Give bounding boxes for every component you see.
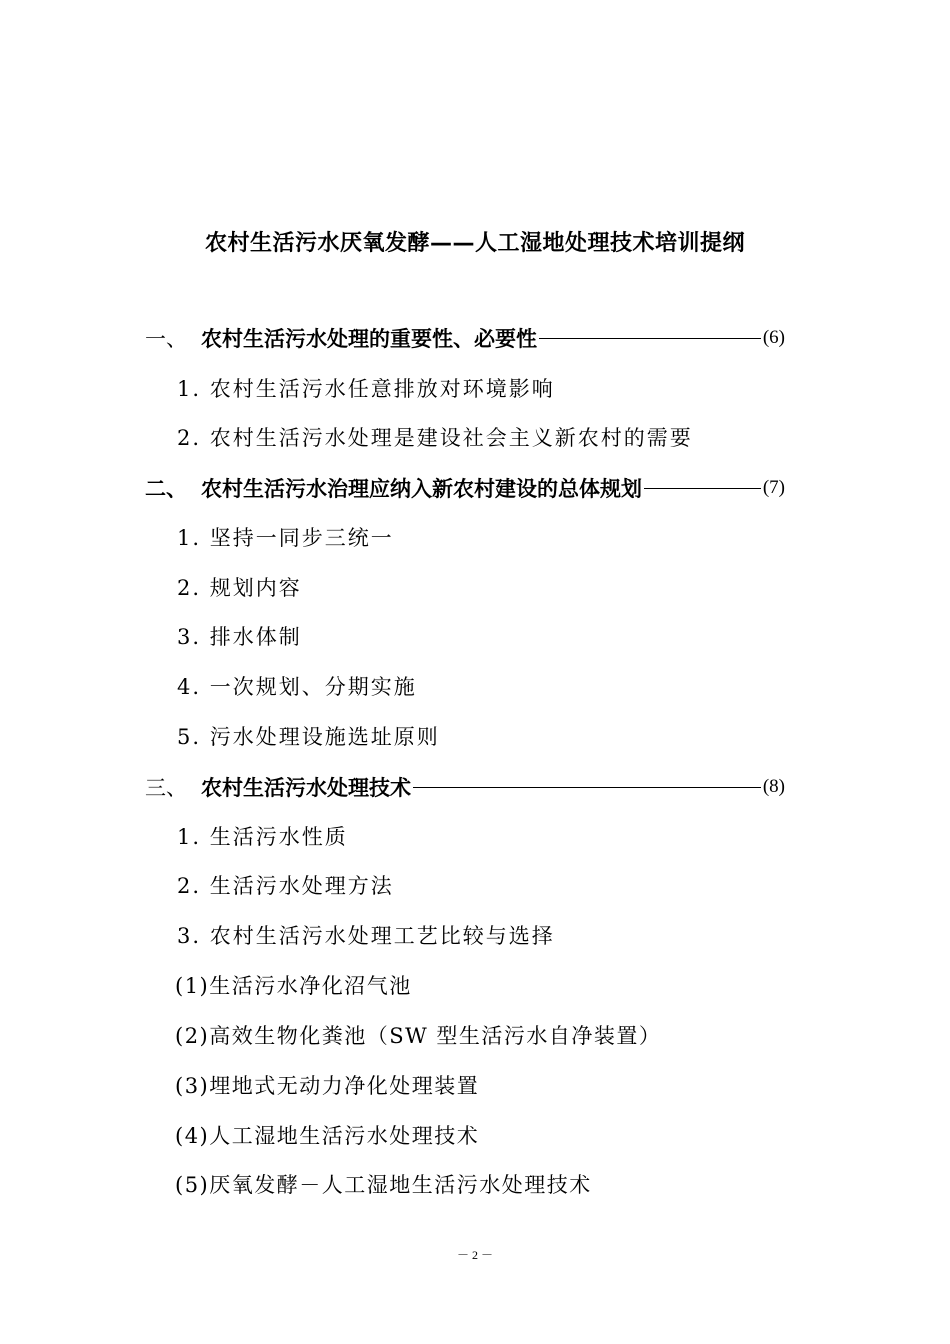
page-ref: (6): [762, 327, 785, 348]
dot-leader: [644, 488, 761, 489]
section-number: 一、: [145, 327, 187, 351]
section-title: 农村生活污水处理的重要性、必要性: [201, 327, 537, 351]
section-number: 三、: [145, 776, 187, 800]
section-title: 农村生活污水治理应纳入新农村建设的总体规划: [201, 477, 642, 501]
document-title: 农村生活污水厌氧发酵——人工湿地处理技术培训提纲: [204, 231, 745, 256]
outline-item: 1. 农村生活污水任意排放对环境影响: [177, 377, 555, 401]
page-number: － 2 －: [456, 1248, 493, 1262]
outline-item: 2. 生活污水处理方法: [177, 874, 394, 898]
outline-item: 1. 生活污水性质: [177, 825, 348, 849]
section-number: 二、: [145, 476, 187, 501]
dot-leader: [413, 787, 761, 788]
section-heading-2: [145, 473, 785, 503]
page-ref: (8): [762, 776, 785, 797]
page-ref: (7): [762, 477, 785, 498]
outline-subitem: (5)厌氧发酵－人工湿地生活污水处理技术: [175, 1173, 592, 1197]
outline-item: 5. 污水处理设施选址原则: [177, 725, 440, 749]
outline-item: 1. 坚持一同步三统一: [177, 526, 394, 550]
outline-item: 4. 一次规划、分期实施: [177, 675, 417, 699]
outline-subitem: (3)埋地式无动力净化处理装置: [175, 1074, 480, 1098]
outline-item: 2. 农村生活污水处理是建设社会主义新农村的需要: [177, 426, 693, 450]
outline-item: 3. 排水体制: [177, 625, 302, 649]
outline-item: 2. 规划内容: [177, 576, 302, 600]
dot-leader: [539, 338, 761, 339]
outline-subitem: (2)高效生物化粪池（SW 型生活污水自净装置）: [175, 1024, 662, 1048]
outline-item: 3. 农村生活污水处理工艺比较与选择: [177, 924, 555, 948]
section-title: 农村生活污水处理技术: [201, 776, 411, 800]
section-heading-3: [145, 772, 785, 802]
section-heading-1: [145, 323, 785, 353]
outline-subitem: (1)生活污水净化沼气池: [175, 974, 412, 998]
outline-subitem: (4)人工湿地生活污水处理技术: [175, 1124, 480, 1148]
